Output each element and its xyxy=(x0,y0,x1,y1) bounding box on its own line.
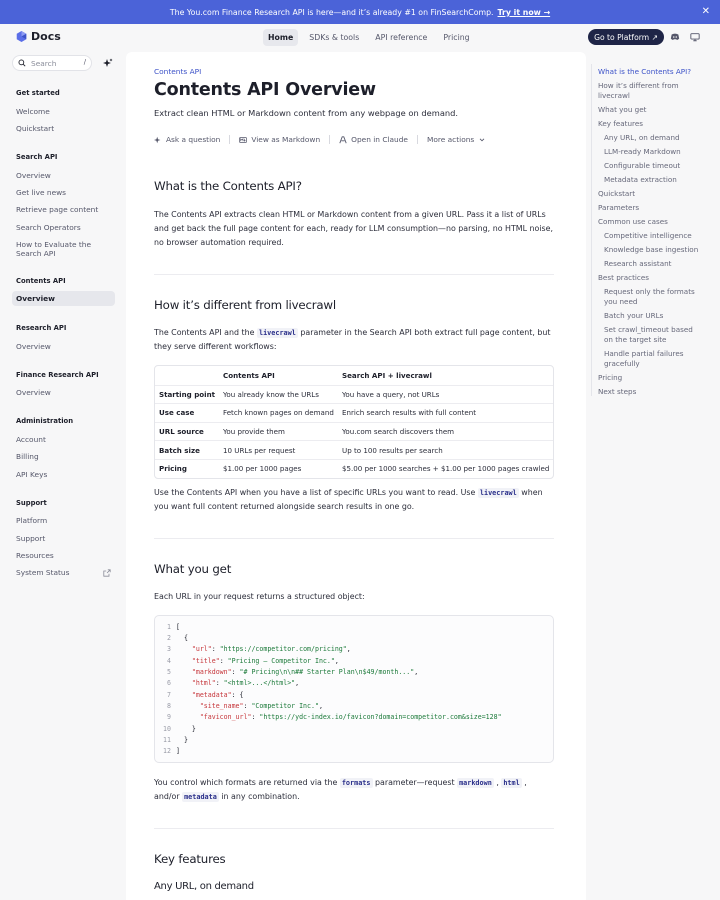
code-block[interactable] xyxy=(154,615,554,763)
sidebar-item-retrieve-page[interactable]: Retrieve page content xyxy=(16,205,99,214)
code-line: 5 "markdown": "# Pricing\n\n## Starter Plan\n$49/month...", xyxy=(155,667,418,678)
table-cell: Use case xyxy=(159,408,195,418)
toc-item-parameters[interactable]: Parameters xyxy=(598,203,640,212)
code-key: "favicon_url" xyxy=(199,713,252,721)
docs-logo[interactable] xyxy=(16,30,61,43)
claude-icon xyxy=(339,136,347,144)
banner-link[interactable]: Try it now → xyxy=(497,7,551,17)
toc-item-livecrawl[interactable]: How it’s different from livecrawl xyxy=(598,81,679,100)
code-string: "https://competitor.com/pricing" xyxy=(219,645,347,653)
code-key: "title" xyxy=(191,657,220,665)
search-shortcut: / xyxy=(83,58,86,66)
code-line: 10 } xyxy=(155,724,196,735)
sidebar-item-platform[interactable]: Platform xyxy=(16,516,48,525)
table-cell: Batch size xyxy=(159,445,200,455)
para-text: Use the Contents API when you have a list of specific URLs you want to read. Use xyxy=(154,488,478,497)
toc-item-key-features[interactable]: Key features xyxy=(598,119,644,128)
code-line: 9 "favicon_url": "https://ydc-index.io/favicon?domain=competitor.com&size=128" xyxy=(155,712,502,723)
sidebar-item-billing[interactable]: Billing xyxy=(16,452,39,461)
table-cell: You.com search discovers them xyxy=(342,427,455,437)
para-text: parameter in the Search API both extract full page content, but they serve different workflows: xyxy=(154,328,551,351)
table-header-row xyxy=(155,366,553,385)
divider xyxy=(154,274,554,275)
code-key: "site_name" xyxy=(199,702,244,710)
sidebar xyxy=(0,52,126,900)
sidebar-item-system-status[interactable] xyxy=(12,565,115,580)
code-line: 11 } xyxy=(155,735,188,746)
sidebar-item-live-news[interactable]: Get live news xyxy=(16,188,67,197)
announcement-banner xyxy=(0,0,720,24)
table-row xyxy=(155,459,553,478)
table-row xyxy=(155,440,553,459)
page-title: Contents API Overview xyxy=(154,80,376,100)
code-line: 1 [ xyxy=(155,622,180,633)
code-key: "html" xyxy=(191,679,216,687)
inline-code-formats: formats xyxy=(341,779,371,787)
sidebar-item-support[interactable]: Support xyxy=(16,534,46,543)
ask-question-label: Ask a question xyxy=(166,135,221,144)
toc-item-quickstart[interactable]: Quickstart xyxy=(598,189,636,198)
table-cell: Up to 100 results per search xyxy=(342,445,443,455)
code-key: "metadata" xyxy=(191,691,232,699)
toc-item-what-you-get[interactable]: What you get xyxy=(598,105,647,114)
top-header xyxy=(0,24,720,52)
sidebar-section-support: Support xyxy=(16,499,47,507)
line-number: 12 xyxy=(163,747,171,755)
line-number: 4 xyxy=(167,657,171,665)
sidebar-item-evaluate[interactable]: How to Evaluate the Search API xyxy=(16,240,92,258)
table-row xyxy=(155,422,553,441)
section-heading-what-is: What is the Contents API? xyxy=(154,179,302,193)
ai-sparkle-icon[interactable] xyxy=(103,58,113,68)
para-text: , xyxy=(521,778,527,787)
sidebar-section-contents-api: Contents API xyxy=(16,277,66,285)
sidebar-item-api-keys[interactable]: API Keys xyxy=(16,470,48,479)
discord-icon[interactable] xyxy=(670,32,680,42)
table-cell: $5.00 per 1000 searches + $1.00 per 1000 pages crawled xyxy=(342,464,550,474)
action-divider xyxy=(417,135,418,144)
code-line: 12 ] xyxy=(155,746,180,757)
code-line: 2 { xyxy=(155,633,188,644)
nav-home[interactable]: Home xyxy=(263,29,298,46)
sidebar-item-search-operators[interactable]: Search Operators xyxy=(16,223,81,232)
sidebar-section-administration: Administration xyxy=(16,417,74,425)
table-cell: Enrich search results with full content xyxy=(342,408,477,418)
sidebar-item-finance-overview[interactable]: Overview xyxy=(16,388,51,397)
para-text: The Contents API and the xyxy=(154,328,257,337)
sidebar-section-search-api: Search API xyxy=(16,153,58,161)
line-number: 10 xyxy=(163,725,171,733)
table-cell: You have a query, not URLs xyxy=(342,389,440,399)
table-cell: You already know the URLs xyxy=(223,389,319,399)
section-para-livecrawl xyxy=(154,326,554,354)
section-para-what-you-get: Each URL in your request returns a structured object: xyxy=(154,592,365,601)
sidebar-item-contents-overview[interactable]: Overview xyxy=(12,291,115,306)
line-number: 2 xyxy=(167,634,171,642)
open-in-claude-label: Open in Claude xyxy=(351,135,408,144)
para-text: You control which formats are returned via the xyxy=(154,778,340,787)
toc-item-llm-markdown[interactable]: LLM-ready Markdown xyxy=(604,147,681,156)
toc-item-use-cases[interactable]: Common use cases xyxy=(598,217,668,226)
table-row xyxy=(155,385,553,404)
table-cell: $1.00 per 1000 pages xyxy=(223,464,302,474)
code-key: "url" xyxy=(191,645,212,653)
toc-item-competitive[interactable]: Competitive intelligence xyxy=(604,231,692,240)
sidebar-section-research-api: Research API xyxy=(16,324,67,332)
toc-item-request-formats[interactable]: Request only the formats you need xyxy=(604,287,695,306)
monitor-icon[interactable] xyxy=(690,32,700,42)
code-line: 8 "site_name": "Competitor Inc.", xyxy=(155,701,323,712)
toc-item-next-steps[interactable]: Next steps xyxy=(598,387,637,396)
nav-sdks[interactable]: SDKs & tools xyxy=(309,33,360,42)
sidebar-item-account[interactable]: Account xyxy=(16,435,46,444)
action-divider xyxy=(329,135,330,144)
table-row xyxy=(155,403,553,422)
para-text: and/or xyxy=(154,792,183,801)
open-in-claude-button[interactable] xyxy=(339,135,408,144)
line-number: 9 xyxy=(167,713,171,721)
line-number: 5 xyxy=(167,668,171,676)
toc-item-timeout[interactable]: Configurable timeout xyxy=(604,161,681,170)
toc-item-pricing[interactable]: Pricing xyxy=(598,373,623,382)
logo-text: Docs xyxy=(31,30,61,43)
para-text: parameter—request xyxy=(372,778,458,787)
table-cell: Starting point xyxy=(159,389,216,399)
code-line: 3 "url": "https://competitor.com/pricing", xyxy=(155,644,351,655)
divider xyxy=(154,828,554,829)
sparkle-icon xyxy=(154,136,162,144)
view-markdown-label: View as Markdown xyxy=(251,135,321,144)
line-number: 1 xyxy=(167,623,171,631)
line-number: 3 xyxy=(167,645,171,653)
code-string: "<html>...</html>" xyxy=(223,679,296,687)
line-number: 6 xyxy=(167,679,171,687)
banner-text: The You.com Finance Research API is here—and it’s already #1 on FinSearchComp. xyxy=(169,7,494,17)
table-cell: Fetch known pages on demand xyxy=(223,408,334,418)
nav-api-reference[interactable]: API reference xyxy=(375,33,428,42)
ask-question-button[interactable] xyxy=(154,135,220,144)
code-key: "markdown" xyxy=(191,668,232,676)
table-header-cell: Contents API xyxy=(223,370,275,380)
table-header-cell: Search API + livecrawl xyxy=(342,370,432,380)
toc-item-metadata[interactable]: Metadata extraction xyxy=(604,175,677,184)
markdown-icon xyxy=(239,136,247,144)
search-icon xyxy=(18,59,26,67)
view-markdown-button[interactable] xyxy=(239,135,320,144)
sidebar-item-resources[interactable]: Resources xyxy=(16,551,54,560)
more-actions-label: More actions xyxy=(426,135,475,144)
toc-item-partial-failures[interactable]: Handle partial failures gracefully xyxy=(604,349,684,368)
table-cell: URL source xyxy=(159,427,204,437)
code-line: 6 "html": "<html>...</html>", xyxy=(155,678,299,689)
para-text: when you want full content returned alongside search results in one go. xyxy=(154,488,543,511)
main-content xyxy=(126,52,586,900)
inline-code-markdown: markdown xyxy=(459,779,492,787)
table-cell: You provide them xyxy=(223,427,285,437)
search-input[interactable] xyxy=(12,55,92,71)
sidebar-item-search-overview[interactable]: Overview xyxy=(16,171,51,180)
go-to-platform-button[interactable]: Go to Platform ↗ xyxy=(588,29,664,45)
breadcrumb[interactable]: Contents API xyxy=(154,67,202,76)
toc-item-batch-urls[interactable]: Batch your URLs xyxy=(604,311,664,320)
table-cell: 10 URLs per request xyxy=(223,445,296,455)
table-cell: Pricing xyxy=(159,464,187,474)
nav-pricing[interactable]: Pricing xyxy=(443,33,470,42)
toc-item-research-assistant[interactable]: Research assistant xyxy=(604,259,672,268)
sidebar-section-get-started: Get started xyxy=(16,89,60,97)
code-string: "https://ydc-index.io/favicon?domain=competitor.com&size=128" xyxy=(259,713,502,721)
code-line: 4 "title": "Pricing – Competitor Inc.", xyxy=(155,656,339,667)
table-of-contents xyxy=(591,64,711,396)
logo-icon xyxy=(16,31,27,42)
line-number: 11 xyxy=(163,736,171,744)
comparison-table xyxy=(154,365,554,479)
toc-item-best-practices[interactable]: Best practices xyxy=(598,273,650,282)
section-para-livecrawl-usage xyxy=(154,486,554,514)
inline-code-metadata: metadata xyxy=(184,793,217,801)
toc-item-what-is[interactable]: What is the Contents API? xyxy=(598,67,692,76)
external-link-icon xyxy=(103,569,111,577)
toc-item-crawl-timeout[interactable]: Set crawl_timeout based on the target site xyxy=(604,325,693,344)
sidebar-item-welcome[interactable]: Welcome xyxy=(16,107,50,116)
code-string: "Pricing – Competitor Inc." xyxy=(227,657,335,665)
sidebar-item-quickstart[interactable]: Quickstart xyxy=(16,124,55,133)
inline-code-html: html xyxy=(503,779,520,787)
close-icon[interactable]: ✕ xyxy=(701,6,710,17)
para-text: , xyxy=(493,778,502,787)
inline-code-livecrawl: livecrawl xyxy=(259,329,296,337)
section-heading-key-features: Key features xyxy=(154,852,226,866)
system-status-label: System Status xyxy=(16,568,70,577)
more-actions-button[interactable] xyxy=(427,135,486,144)
main-nav xyxy=(263,29,475,46)
para-text: in any combination. xyxy=(218,792,300,801)
section-para-formats xyxy=(154,776,554,804)
line-number: 7 xyxy=(167,691,171,699)
section-para-what-is: The Contents API extracts clean HTML or Markdown content from a given URL. Pass it a list of URLs and get back the full page content for each, ready for LLM consumption—no parsing, no HTML noise, no browser automation required. xyxy=(154,210,553,247)
section-heading-what-you-get: What you get xyxy=(154,562,232,576)
toc-item-any-url[interactable]: Any URL, on demand xyxy=(604,133,680,142)
sidebar-section-finance-api: Finance Research API xyxy=(16,371,99,379)
inline-code-livecrawl: livecrawl xyxy=(479,489,517,497)
sidebar-item-research-overview[interactable]: Overview xyxy=(16,342,51,351)
page-subtitle: Extract clean HTML or Markdown content from any webpage on demand. xyxy=(154,108,459,118)
code-line: 7 "metadata": { xyxy=(155,690,244,701)
code-string: "Competitor Inc." xyxy=(251,702,319,710)
subheading-any-url: Any URL, on demand xyxy=(154,881,254,892)
code-string: "# Pricing\n\n## Starter Plan\n$49/month..." xyxy=(239,668,415,676)
search-placeholder: Search xyxy=(31,58,57,68)
chevron-down-icon xyxy=(478,136,486,144)
action-divider xyxy=(229,135,230,144)
toc-item-knowledge-base[interactable]: Knowledge base ingestion xyxy=(604,245,699,254)
page-actions xyxy=(154,135,486,144)
section-heading-livecrawl: How it’s different from livecrawl xyxy=(154,298,336,312)
divider xyxy=(154,538,554,539)
line-number: 8 xyxy=(167,702,171,710)
